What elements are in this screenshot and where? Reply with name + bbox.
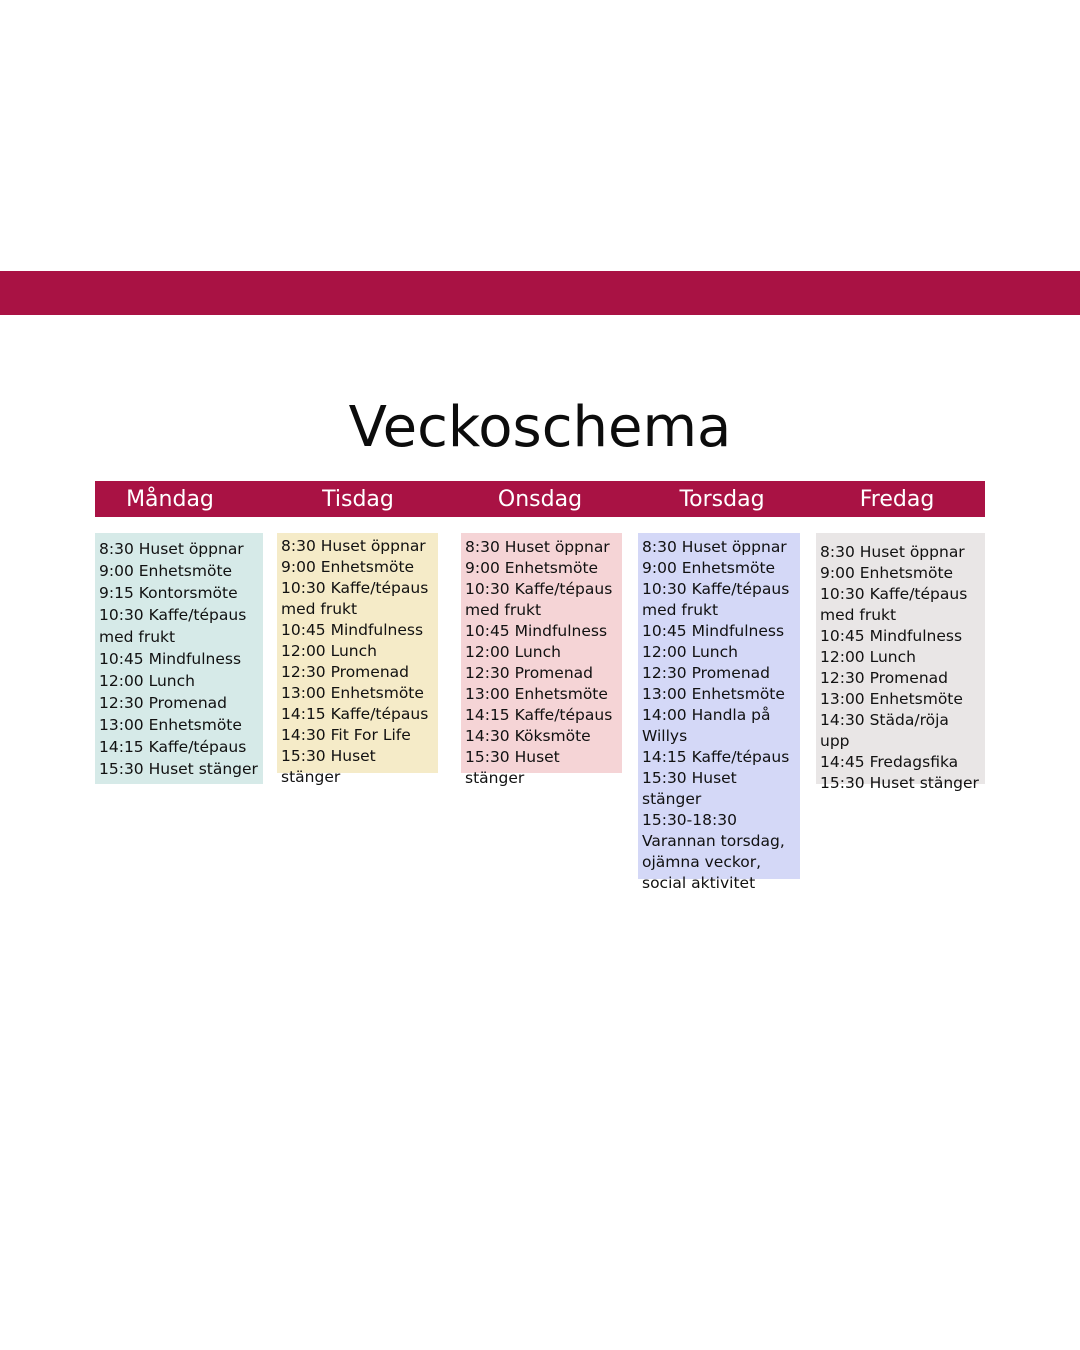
schedule-item: 10:30 Kaffe/tépaus med frukt [99, 606, 247, 646]
schedule-item: 8:30 Huset öppnar [99, 540, 244, 558]
schedule-item: 14:45 Fredagsfika [820, 753, 959, 771]
schedule-item: 9:00 Enhetsmöte [281, 558, 415, 576]
schedule-item: 15:30 Huset stänger [99, 760, 258, 778]
schedule-item: 8:30 Huset öppnar [465, 538, 610, 556]
schedule-item: 13:00 Enhetsmöte [465, 685, 608, 703]
schedule-item: 12:30 Promenad [820, 669, 948, 687]
page-title: Veckoschema [348, 395, 732, 460]
schedule-item: 14:30 Städa/röja upp [820, 711, 949, 750]
schedule-item: 15:30 Huset stänger [465, 748, 560, 787]
schedule-item: 15:30 Huset stänger [281, 747, 376, 786]
day-header-thursday: Torsdag [679, 487, 765, 512]
day-header-monday: Måndag [126, 487, 214, 512]
day-header-friday: Fredag [859, 487, 935, 512]
schedule-item: 14:30 Fit For Life [281, 726, 411, 744]
schedule-item: 12:30 Promenad [465, 664, 593, 682]
schedule-item: 12:30 Promenad [281, 663, 409, 681]
schedule-item: 10:45 Mindfulness [820, 627, 963, 645]
schedule-item: 15:30 Huset stänger [642, 769, 737, 808]
schedule-item: 10:45 Mindfulness [642, 622, 785, 640]
schedule-column-wednesday [461, 533, 622, 787]
schedule-item: 10:30 Kaffe/tépaus med frukt [642, 580, 790, 619]
schedule-item: 12:30 Promenad [99, 694, 227, 712]
schedule-item: 13:00 Enhetsmöte [281, 684, 424, 702]
schedule-item: 10:45 Mindfulness [99, 650, 242, 668]
schedule-item: 10:30 Kaffe/tépaus med frukt [820, 585, 968, 624]
schedule-item: 14:30 Köksmöte [465, 727, 591, 745]
schedule-item: 14:00 Handla på Willys [642, 706, 771, 745]
schedule-item: 12:00 Lunch [281, 642, 377, 660]
schedule-item: 9:15 Kontorsmöte [99, 584, 238, 602]
schedule-item: 10:30 Kaffe/tépaus med frukt [281, 579, 429, 618]
schedule-item: 8:30 Huset öppnar [281, 537, 426, 555]
schedule-item: 9:00 Enhetsmöte [642, 559, 776, 577]
schedule-item: 12:00 Lunch [820, 648, 916, 666]
schedule-item: 15:30 Huset stänger [820, 774, 979, 792]
schedule-column-monday [95, 533, 263, 784]
schedule-column-friday [816, 533, 985, 792]
schedule-item: 12:30 Promenad [642, 664, 770, 682]
schedule-column-thursday [638, 533, 800, 892]
schedule-item: 14:15 Kaffe/tépaus [99, 738, 247, 756]
schedule-item: 12:00 Lunch [465, 643, 561, 661]
schedule-column-tuesday [277, 533, 438, 786]
day-header-wednesday: Onsdag [497, 487, 583, 512]
schedule-item: 15:30-18:30 Varannan torsdag, ojämna veckor, social aktivitet [642, 811, 785, 892]
schedule-item: 10:45 Mindfulness [281, 621, 424, 639]
top-accent-band [0, 271, 1080, 315]
schedule-item: 12:00 Lunch [99, 672, 195, 690]
schedule-item: 8:30 Huset öppnar [820, 543, 965, 561]
schedule-item: 9:00 Enhetsmöte [820, 564, 954, 582]
day-header-tuesday: Tisdag [322, 487, 394, 512]
schedule-item: 8:30 Huset öppnar [642, 538, 787, 556]
schedule-item: 12:00 Lunch [642, 643, 738, 661]
schedule-item: 9:00 Enhetsmöte [99, 562, 233, 580]
schedule-item: 10:30 Kaffe/tépaus med frukt [465, 580, 613, 619]
schedule-item: 13:00 Enhetsmöte [820, 690, 963, 708]
schedule-item: 14:15 Kaffe/tépaus [281, 705, 429, 723]
schedule-item: 9:00 Enhetsmöte [465, 559, 599, 577]
schedule-item: 14:15 Kaffe/tépaus [642, 748, 790, 766]
schedule-item: 10:45 Mindfulness [465, 622, 608, 640]
schedule-item: 14:15 Kaffe/tépaus [465, 706, 613, 724]
schedule-item: 13:00 Enhetsmöte [99, 716, 242, 734]
schedule-item: 13:00 Enhetsmöte [642, 685, 785, 703]
